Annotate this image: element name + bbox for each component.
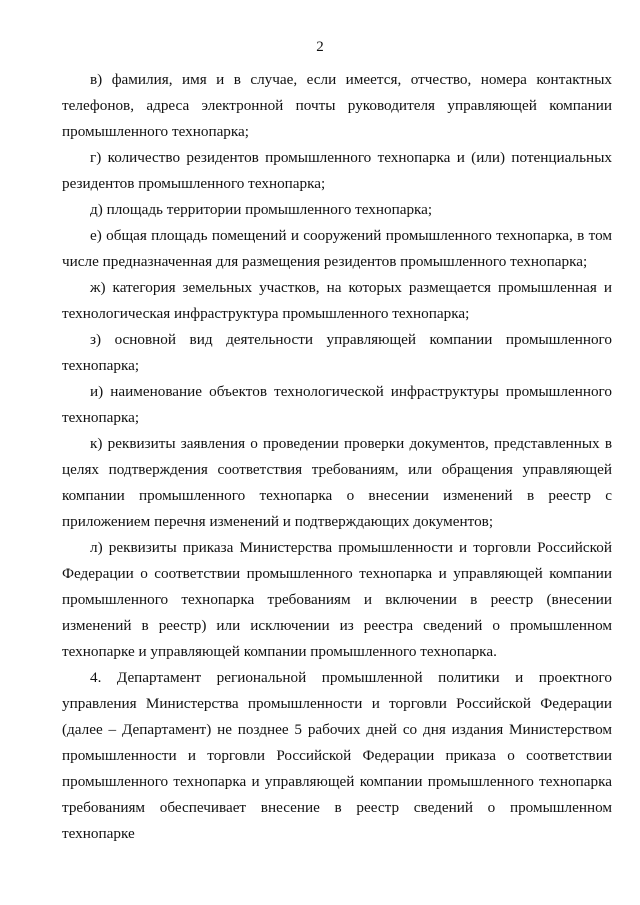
paragraph-v: в) фамилия, имя и в случае, если имеется, отчество, номера контактных телефонов, адреса электронной почты руководителя управляющей компании промышленного технопарка; (62, 71, 612, 140)
paragraph-e: е) общая площадь помещений и сооружений промышленного технопарка, в том числе предназначенная для размещения резидентов промышленного технопарка; (62, 227, 612, 270)
paragraph-zh: ж) категория земельных участков, на которых размещается промышленная и технологическая инфраструктура промышленного технопарка; (62, 279, 612, 322)
paragraph-z: з) основной вид деятельности управляющей компании промышленного технопарка; (62, 331, 612, 374)
paragraph-4: 4. Департамент региональной промышленной политики и проектного управления Министерства промышленности и торговли Российской Федерации (далее – Департамент) не позднее 5 рабочих дней со дня издания Министерством промышленности и торговли Российской Федерации приказа о соответствии промышленного технопарка и управляющей компании промышленного технопарка требованиям обеспечивает внесение в реестр сведений о промышленном технопарке (62, 669, 612, 842)
paragraph-k: к) реквизиты заявления о проведении проверки документов, представленных в целях подтверждения соответствия требованиям, или обращения управляющей компании промышленного технопарка о внесении изменений в реестр с приложением перечня изменений и подтверждающих документов; (62, 435, 612, 530)
paragraph-l: л) реквизиты приказа Министерства промышленности и торговли Российской Федерации о соответствии промышленного технопарка и управляющей компании промышленного технопарка требованиям и включении в реестр (внесении изменений в реестр) или исключении из реестра сведений о промышленном технопарке и управляющей компании промышленного технопарка. (62, 539, 612, 660)
paragraph-d: д) площадь территории промышленного технопарка; (90, 201, 433, 218)
document-body (62, 67, 612, 847)
page-number: 2 (316, 39, 324, 55)
paragraph-g: г) количество резидентов промышленного технопарка и (или) потенциальных резидентов промышленного технопарка; (62, 149, 612, 192)
paragraph-i: и) наименование объектов технологической инфраструктуры промышленного технопарка; (62, 383, 612, 426)
